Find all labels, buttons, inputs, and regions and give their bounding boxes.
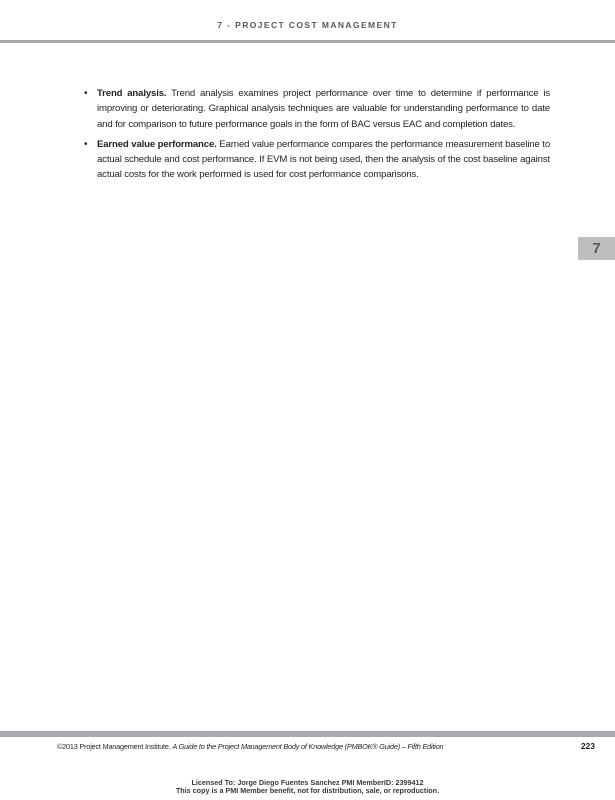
license-notice — [0, 779, 615, 795]
header-rule — [0, 40, 615, 43]
bullet-item-earned-value-performance — [84, 137, 550, 183]
footer-citation — [57, 742, 443, 751]
bullet-icon: • — [84, 88, 88, 99]
bullet-text: Earned value performance compares the performance measurement baseline to actual schedule and cost performance. If EVM is not being used, then the analysis of the cost baseline against actual costs for the work performed is used for cost performance comparisons. — [97, 138, 551, 181]
footer-rule — [0, 731, 615, 737]
chapter-tab: 7 — [578, 237, 615, 260]
bullet-item-trend-analysis — [84, 86, 550, 132]
license-line-1: Licensed To: Jorge Diego Fuentes Sanchez PMI MemberID: 2399412 — [191, 778, 424, 787]
copyright-text: ©2013 Project Management Institute. — [57, 742, 173, 751]
bullet-list — [84, 86, 550, 188]
page-number: 223 — [580, 741, 595, 751]
license-line-2: This copy is a PMI Member benefit, not for distribution, sale, or reproduction. — [175, 786, 440, 795]
bullet-term: Earned value performance. — [97, 138, 217, 150]
book-title: A Guide to the Project Management Body of Knowledge (PMBOK® Guide) – Fifth Edition — [172, 742, 444, 751]
bullet-text: Trend analysis examines project performance over time to determine if performance is improving or deteriorating. Graphical analysis techniques are valuable for understanding performance to date and for comparison to future performance goals in the form of BAC versus EAC and completion dates. — [97, 88, 550, 130]
running-head: 7 - PROJECT COST MANAGEMENT — [217, 20, 398, 30]
bullet-icon: • — [84, 138, 88, 150]
bullet-term: Trend analysis. — [97, 88, 167, 99]
